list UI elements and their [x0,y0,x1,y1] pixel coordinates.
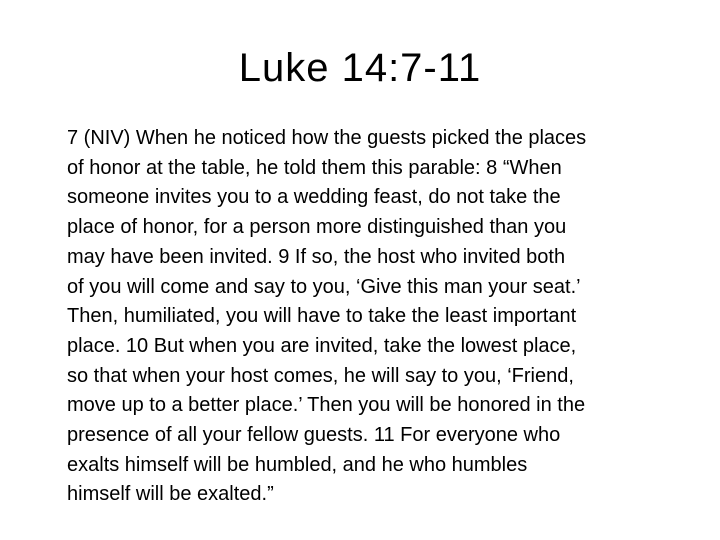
passage-line: so that when your host comes, he will say to you, ‘Friend, [67,364,574,387]
passage-line: himself will be exalted.” [67,483,274,506]
passage-line: exalts himself will be humbled, and he who humbles [67,453,528,476]
passage-line: 7 (NIV) When he noticed how the guests picked the places [67,127,587,149]
passage-line: place of honor, for a person more distinguished than you [67,216,567,239]
passage-line: presence of all your fellow guests. 11 For everyone who [67,424,561,447]
scripture-passage [67,124,697,510]
passage-line: of honor at the table, he told them this parable: 8 “When [67,156,562,179]
passage-line: move up to a better place.’ Then you will be honored in the [67,394,586,417]
slide-title: Luke 14:7-11 [238,46,482,90]
passage-line: of you will come and say to you, ‘Give this man your seat.’ [67,275,581,298]
passage-line: someone invites you to a wedding feast, do not take the [67,186,561,209]
passage-line: may have been invited. 9 If so, the host who invited both [67,245,566,268]
passage-line: Then, humiliated, you will have to take the least important [67,305,577,328]
passage-line: place. 10 But when you are invited, take the lowest place, [67,334,577,357]
